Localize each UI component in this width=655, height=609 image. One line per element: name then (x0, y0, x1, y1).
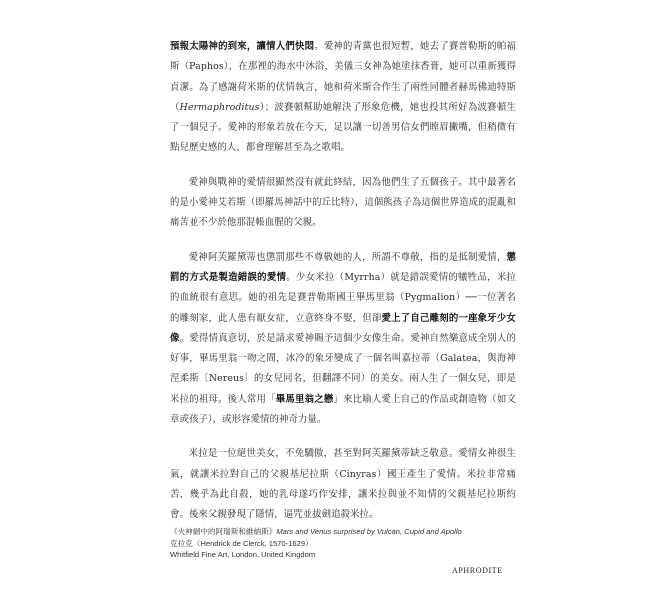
paragraph (170, 248, 516, 431)
emphasis-text: 預報太陽神的到來，讓情人們快悶 (170, 41, 315, 52)
italic-term: Hermaphroditus (179, 101, 260, 113)
body-text (170, 37, 516, 540)
body-text-run: 愛神阿芙羅黛蒂也懲罰那些不尊敬她的人，所謂不尊敬，指的是抵制愛情， (188, 251, 507, 263)
image-caption (170, 526, 510, 561)
body-text-run: 。愛神的青黨也很短暫，她去了賽普勒斯的帕福斯（Paphos），在那裡的海水中沐浴，美儀三女神為她塗抹香膏，她可以重新獲得貞潔。為了感謝荷米斯的伏情執言，她和荷米斯合作生了兩性同體者赫馬佛迪特斯（ (170, 41, 516, 113)
emphasis-text: 愛上了自己雕刻的一座象牙少女像 (170, 312, 516, 344)
body-text-run: 。愛得情真意切，於是請求愛神賜予這個少女像生命。愛神自然樂意成全別人的好事，畢馬里翁一吻之間，冰冷的象牙變成了一個名叫嘉拉蒂（Galatea，與海神涅柔斯〔Nereus〕的女兒同名，但翻譯不同）的美女。兩人生了一個女兒，即是米拉的祖母。後人常用「 (170, 332, 516, 405)
emphasis-text: 懲罰的方式是製造錯誤的愛情 (170, 251, 516, 283)
body-text-run: ）；波賽頓幫助她解決了形象危機，她也投其所好為波賽頓生了一個兒子。愛神的形象若放在今天，足以讓一切善男信女們瞠眉撇嘴，但稍微有點兒歷史感的人，都會理解甚至為之歌唱。 (170, 101, 516, 154)
caption-artist: 克拉克（Hendrick de Clerck, 1570-1629） (170, 538, 313, 548)
body-text-run: 愛神與戰神的愛情很顯然沒有就此終結，因為他們生了五個孩子。其中最著名的是小愛神艾若斯（即羅馬神話中的丘比特），這個熊孩子為這個世界造成的混亂和痛苦並不少於他那混帳血腥的父親。 (170, 176, 516, 229)
body-text-run: 米拉是一位絕世美女，不免驕傲，甚至對阿芙羅黛蒂缺乏敬意。愛情女神很生氣，就讓米拉對自己的父親基尼拉斯（Cinyras）國王產生了愛情。米拉非常痛苦，幾乎為此自殺，她的乳母遂巧作安排，讓米拉與並不知情的父親基尼拉斯約會。後來父親發現了隱情，逼咒並拔劍追殺米拉。 (170, 448, 516, 521)
body-text-run: 。少女米拉（Myrrha）就是錯誤愛情的犧牲品，米拉的血統很有意思。她的祖先是賽普勒斯國王畢馬里翁（Pygmalion）──一位著名的雕刻家，此人患有厭女症，立意終身不娶，但卻 (170, 271, 516, 324)
caption-title-line (170, 526, 510, 538)
caption-title-zh: 《火神網中的阿瑞斯和維納斯》 (170, 527, 277, 536)
paragraph (170, 444, 516, 525)
caption-collection: Whitfield Fine Art, London, United Kingdom (170, 550, 316, 559)
body-text-run: 」來比喻人愛上自己的作品或創造物（如文章或孩子），或形容愛情的神奇力量。 (170, 393, 516, 426)
paragraph (170, 37, 516, 159)
emphasis-text: 畢馬里翁之戀 (275, 393, 334, 405)
paragraph (170, 173, 516, 234)
running-head: APHRODITE (452, 566, 503, 575)
caption-title-en: Mars and Venus surprised by Vulcan, Cupid and Apollo (276, 527, 462, 536)
